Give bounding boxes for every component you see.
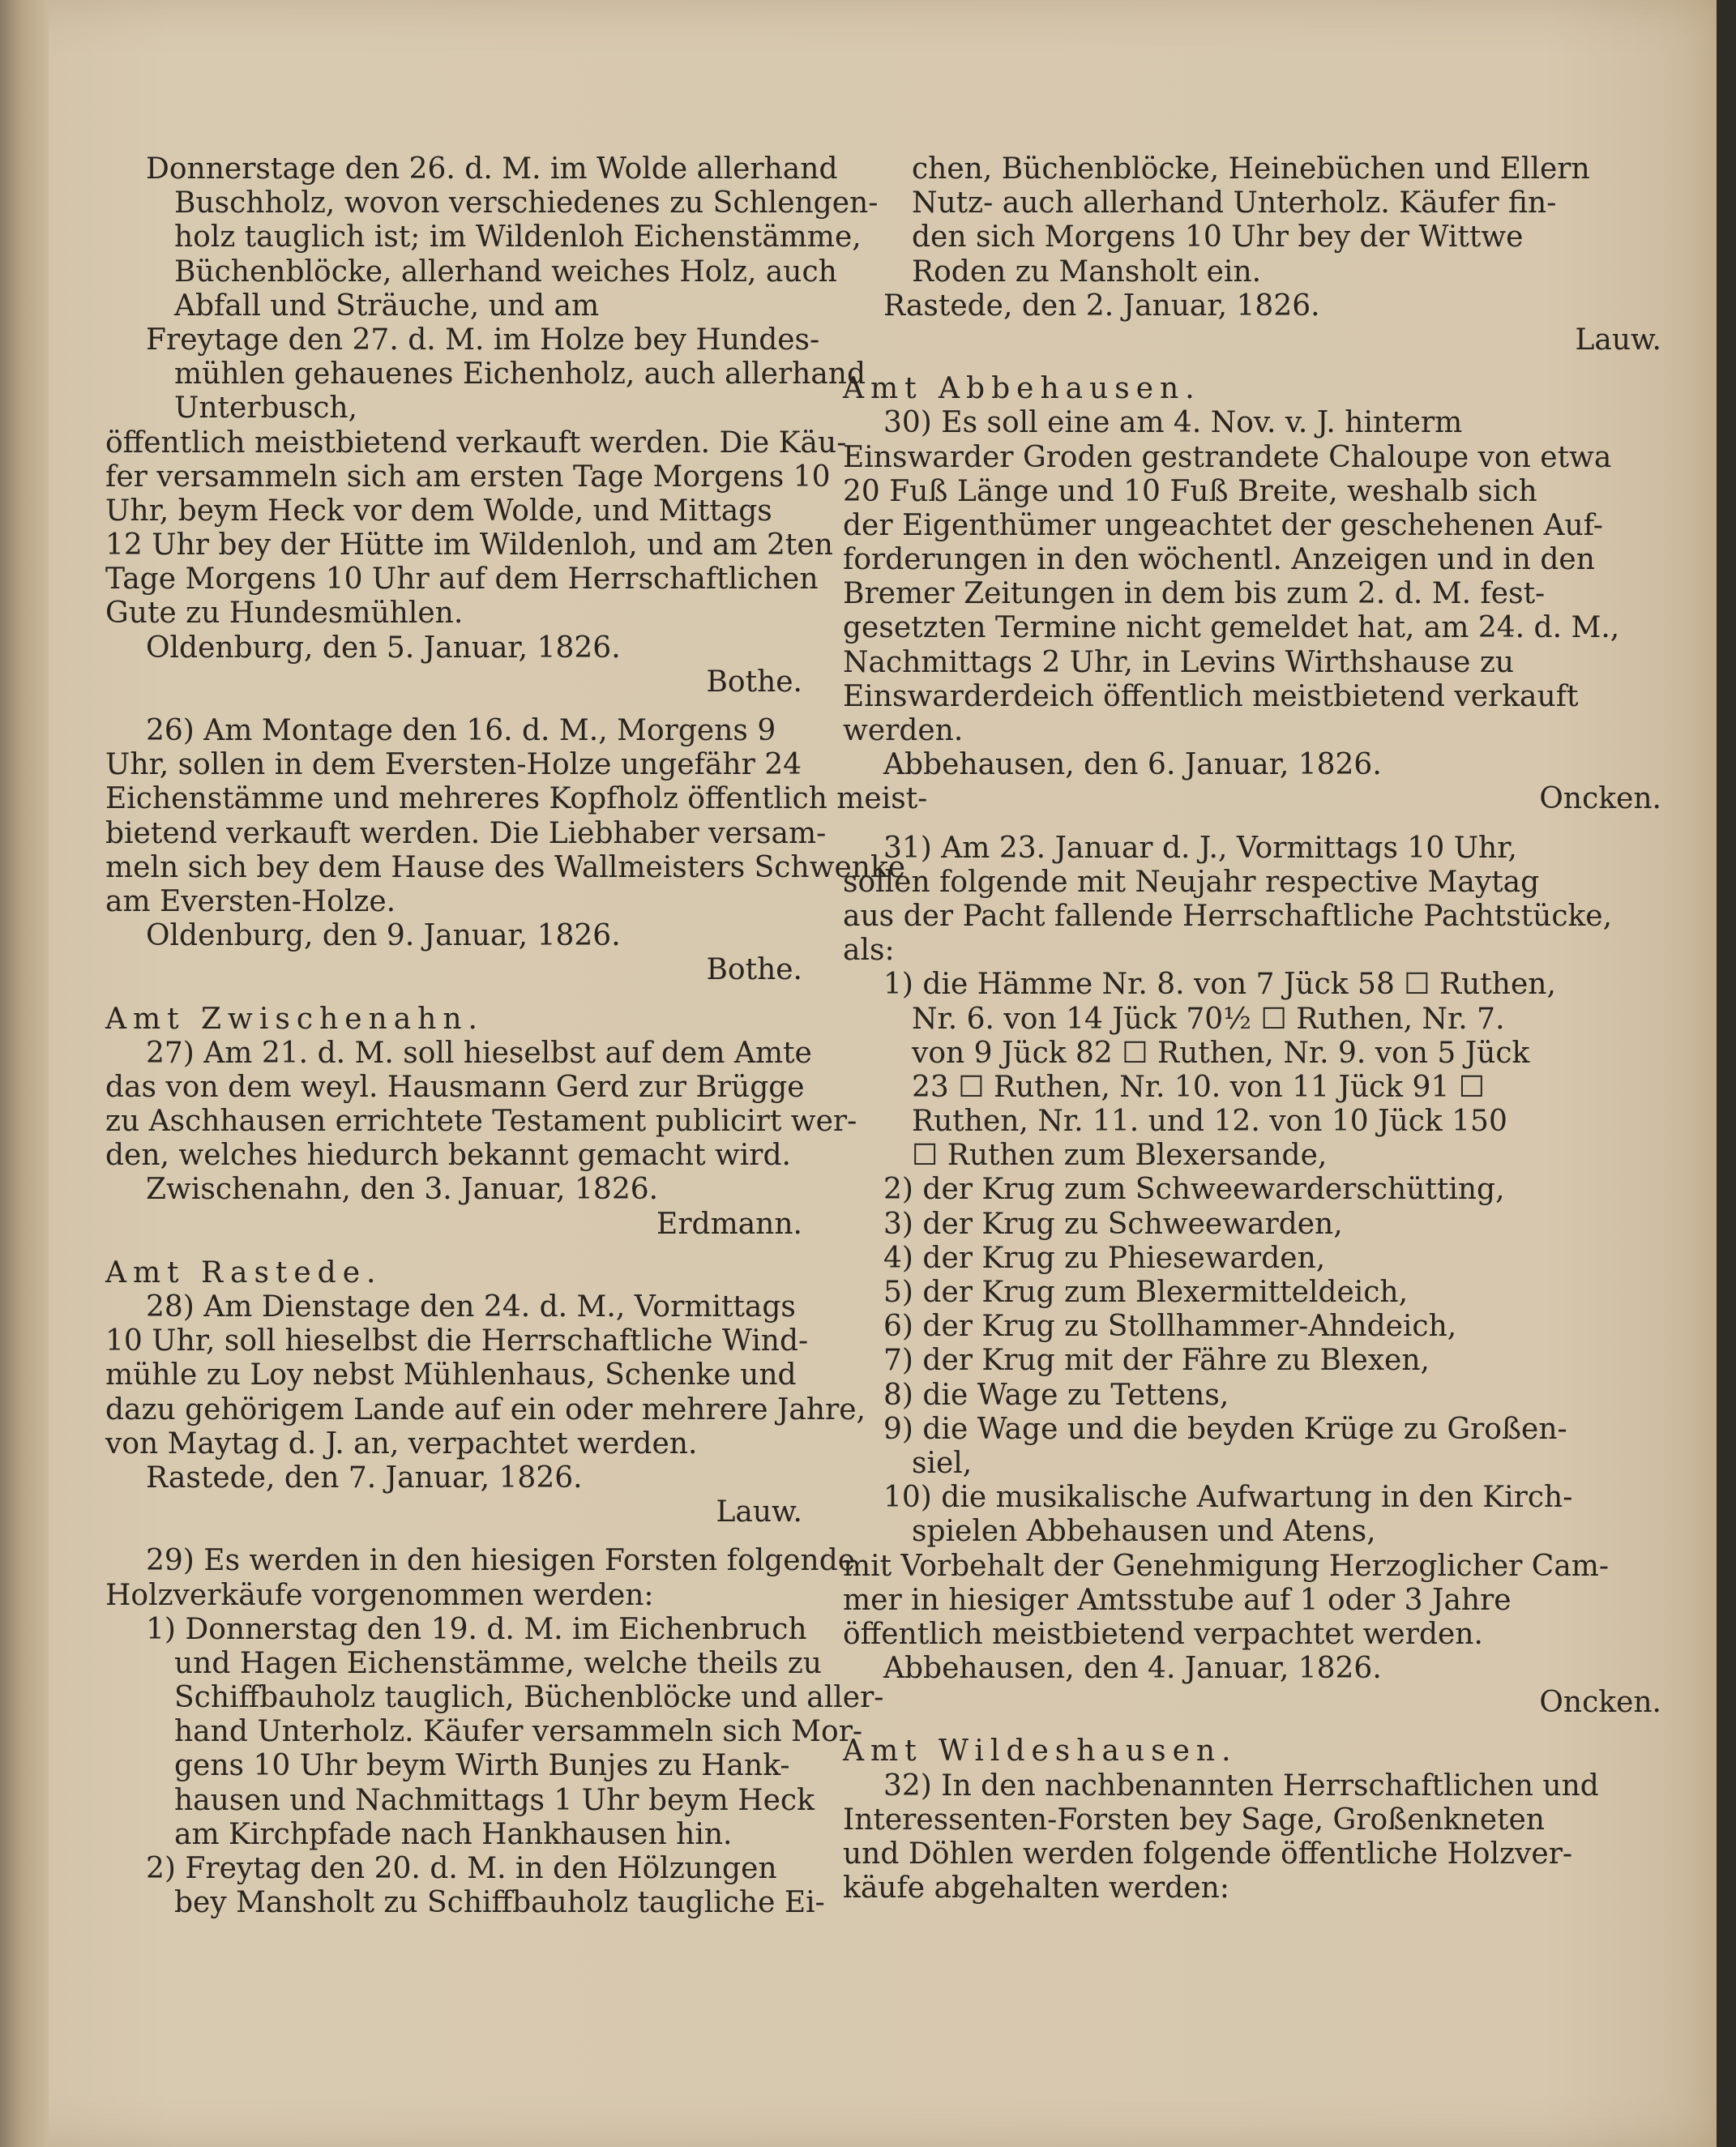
left-column-text-line: 10 Uhr, soll hieselbst die Herrschaftliche Wind-	[105, 1324, 809, 1358]
right-column-text-line: 10) die musikalische Aufwartung in den Kirch-	[883, 1481, 1573, 1515]
left-column-text-line: Tage Morgens 10 Uhr auf dem Herrschaftlichen	[105, 562, 819, 597]
left-column-text-line: Gute zu Hundesmühlen.	[105, 597, 464, 631]
left-column-text-line: am Kirchpfade nach Hankhausen hin.	[174, 1817, 733, 1851]
right-column-text-line: gesetzten Termine nicht gemeldet hat, am 24. d. M.,	[843, 611, 1620, 645]
right-column-text-line: käufe abgehalten werden:	[843, 1871, 1229, 1905]
right-column-text-line: aus der Pacht fallende Herrschaftliche Pachtstücke,	[843, 899, 1613, 933]
right-column-text-line: Nr. 6. von 14 Jück 70½ ☐ Ruthen, Nr. 7.	[912, 1002, 1505, 1036]
left-column-text-line: Donnerstage den 26. d. M. im Wolde allerhand	[146, 152, 838, 186]
right-column-text-line: Roden zu Mansholt ein.	[912, 254, 1262, 289]
right-column-text-line: Einswarderdeich öffentlich meistbietend verkauft	[843, 679, 1579, 713]
left-column-text-line: öffentlich meistbietend verkauft werden. Die Käu-	[105, 426, 847, 460]
right-column-text-line: mit Vorbehalt der Genehmigung Herzoglicher Cam-	[843, 1549, 1610, 1583]
left-column-text-line: Oldenburg, den 9. Januar, 1826.	[146, 919, 621, 953]
right-column-text-line: Ruthen, Nr. 11. und 12. von 10 Jück 150	[912, 1105, 1507, 1139]
right-column-text-line: 4) der Krug zu Phiesewarden,	[883, 1241, 1326, 1275]
left-column-text-line: bey Mansholt zu Schiffbauholz taugliche Ei-	[174, 1886, 825, 1920]
right-column-text-line: Nachmittags 2 Uhr, in Levins Wirthshause zu	[843, 645, 1515, 679]
left-column-text-line: Holzverkäufe vorgenommen werden:	[105, 1578, 654, 1612]
left-column-text-line: 1) Donnerstag den 19. d. M. im Eichenbruch	[146, 1612, 807, 1646]
right-column-text-line: Interessenten-Forsten bey Sage, Großenkneten	[843, 1803, 1545, 1837]
left-column-text-line: 27) Am 21. d. M. soll hieselbst auf dem Amte	[146, 1036, 812, 1070]
left-column-text-line: von Maytag d. J. an, verpachtet werden.	[105, 1426, 698, 1461]
left-column-text-line: Lauw.	[716, 1495, 802, 1529]
left-column-text-line: gens 10 Uhr beym Wirth Bunjes zu Hank-	[174, 1749, 790, 1783]
right-column-text-line: Einswarder Groden gestrandete Chaloupe von etwa	[843, 440, 1612, 474]
right-column-text-line: 20 Fuß Länge und 10 Fuß Breite, weshalb sich	[843, 474, 1537, 508]
right-column-text-line: 7) der Krug mit der Fähre zu Blexen,	[883, 1344, 1430, 1378]
left-column-text-line	[105, 988, 827, 1003]
right-column-text-line: sollen folgende mit Neujahr respective Maytag	[843, 865, 1540, 899]
right-column-text-line: der Eigenthümer ungeachtet der geschehenen Auf-	[843, 508, 1603, 542]
right-column-text-line: siel,	[912, 1446, 973, 1480]
left-column-text-line: am Eversten-Holze.	[105, 884, 396, 918]
left-column-text-line: mühle zu Loy nebst Mühlenhaus, Schenke und	[105, 1358, 797, 1392]
right-column-text-line: chen, Büchenblöcke, Heinebüchen und Ellern	[912, 152, 1590, 186]
left-column-text-line: dazu gehörigem Lande auf ein oder mehrere Jahre,	[105, 1392, 866, 1426]
left-column-text-line: Zwischenahn, den 3. Januar, 1826.	[146, 1173, 659, 1207]
left-column-text-line: den, welches hiedurch bekannt gemacht wird.	[105, 1139, 791, 1173]
left-column-text-line: 26) Am Montage den 16. d. M., Morgens 9	[146, 714, 776, 747]
right-column-text-line: von 9 Jück 82 ☐ Ruthen, Nr. 9. von 5 Jück	[912, 1036, 1530, 1070]
right-column-text-line: forderungen in den wöchentl. Anzeigen und in den	[843, 543, 1595, 577]
left-column-text-line: das von dem weyl. Hausmann Gerd zur Brügge	[105, 1070, 805, 1104]
left-column-text-line: meln sich bey dem Hause des Wallmeisters Schwenke	[105, 850, 906, 884]
right-column-text-line: Oncken.	[1539, 1686, 1661, 1720]
right-column-text-line: 31) Am 23. Januar d. J., Vormittags 10 Uhr,	[883, 831, 1517, 865]
right-column-text-line	[843, 817, 1686, 832]
right-column-text-line: 23 ☐ Ruthen, Nr. 10. von 11 Jück 91 ☐	[912, 1070, 1486, 1104]
right-column-text-line: 2) der Krug zum Schweewarderschütting,	[883, 1173, 1505, 1207]
right-column-text-line	[843, 1720, 1686, 1734]
right-column-text-line	[843, 357, 1686, 372]
right-column-text-line: öffentlich meistbietend verpachtet werden.	[843, 1617, 1483, 1651]
right-column-text-line: 5) der Krug zum Blexermitteldeich,	[883, 1276, 1409, 1309]
left-column-text-line: mühlen gehauenes Eichenholz, auch allerhand	[174, 357, 866, 391]
left-column-text-line: und Hagen Eichenstämme, welche theils zu	[174, 1646, 822, 1680]
left-column-text-line: Bothe.	[706, 953, 802, 987]
left-column-text-line: 29) Es werden in den hiesigen Forsten folgende	[146, 1544, 856, 1578]
right-column-text-line: Oncken.	[1539, 782, 1661, 816]
left-column-text-line: 12 Uhr bey der Hütte im Wildenloh, und am 2ten	[105, 528, 833, 562]
left-column-text-line: Schiffbauholz tauglich, Büchenblöcke und aller-	[174, 1681, 884, 1715]
right-column-text-line: spielen Abbehausen und Atens,	[912, 1515, 1376, 1549]
left-column-text-line: Freytage den 27. d. M. im Holze bey Hundes-	[146, 323, 820, 357]
right-column-text-line: Amt Abbehausen.	[843, 372, 1201, 406]
left-column-text-line: Oldenburg, den 5. Januar, 1826.	[146, 631, 621, 665]
left-column-text-line: Erdmann.	[656, 1207, 802, 1241]
left-column-text-line: holz tauglich ist; im Wildenloh Eichenstämme,	[174, 220, 862, 254]
right-column-text-line: und Döhlen werden folgende öffentliche Holzver-	[843, 1837, 1573, 1871]
right-column-text-line: 1) die Hämme Nr. 8. von 7 Jück 58 ☐ Ruthen,	[883, 968, 1556, 1002]
left-column-text-line: Uhr, beym Heck vor dem Wolde, und Mittags	[105, 494, 772, 528]
right-column-text-line: 32) In den nachbenannten Herrschaftlichen und	[883, 1768, 1599, 1803]
right-column-text-line: Nutz- auch allerhand Unterholz. Käufer fin-	[912, 186, 1557, 220]
right-column-text-line: werden.	[843, 714, 964, 747]
left-column-text-line	[105, 699, 827, 714]
left-column-text-line	[105, 1529, 827, 1544]
right-column-text-line: Amt Wildeshausen.	[843, 1734, 1238, 1768]
left-column-text-line: Amt Rastede.	[105, 1255, 383, 1289]
right-column-text-line: 8) die Wage zu Tettens,	[883, 1378, 1229, 1412]
binding-gutter	[0, 0, 49, 2147]
right-column-text-line: mer in hiesiger Amtsstube auf 1 oder 3 Jahre	[843, 1583, 1512, 1617]
right-column-text-line: Lauw.	[1575, 323, 1661, 357]
left-column-text-line: Eichenstämme und mehreres Kopfholz öffentlich meist-	[105, 782, 928, 816]
right-column-text-line: als:	[843, 934, 895, 968]
left-column-text-line: hausen und Nachmittags 1 Uhr beym Heck	[174, 1783, 815, 1817]
left-column-text-line: 28) Am Dienstage den 24. d. M., Vormittags	[146, 1290, 796, 1324]
right-column-text-line: Rastede, den 2. Januar, 1826.	[883, 289, 1320, 323]
left-column-text-line: Bothe.	[706, 665, 802, 699]
left-column-text-line: Abfall und Sträuche, und am	[174, 289, 600, 323]
right-column-text-line: 30) Es soll eine am 4. Nov. v. J. hinterm	[883, 406, 1463, 440]
right-column-text-line: den sich Morgens 10 Uhr bey der Wittwe	[912, 220, 1524, 254]
left-column-text-line: hand Unterholz. Käufer versammeln sich Mor-	[174, 1715, 863, 1749]
left-column-text-line: Büchenblöcke, allerhand weiches Holz, auch	[174, 254, 837, 289]
right-column-text-line: Abbehausen, den 6. Januar, 1826.	[883, 748, 1382, 782]
left-column-text-line: 2) Freytag den 20. d. M. in den Hölzungen	[146, 1852, 777, 1885]
left-column-text-line: Uhr, sollen in dem Eversten-Holze ungefähr 24	[105, 748, 802, 782]
right-column-text-line: Abbehausen, den 4. Januar, 1826.	[883, 1652, 1382, 1686]
right-column-text-line: ☐ Ruthen zum Blexersande,	[912, 1139, 1328, 1173]
left-column-text-line: fer versammeln sich am ersten Tage Morgens 10	[105, 460, 831, 494]
left-column-text-line: Rastede, den 7. Januar, 1826.	[146, 1461, 583, 1495]
right-column-text-line: 6) der Krug zu Stollhammer-Ahndeich,	[883, 1310, 1457, 1344]
left-column-text-line: Amt Zwischenahn.	[105, 1002, 484, 1036]
left-column-text-line: bietend verkauft werden. Die Liebhaber versam-	[105, 816, 827, 850]
right-column-text-line: 9) die Wage und die beyden Krüge zu Großen-	[883, 1412, 1567, 1446]
left-column-text-line	[105, 1242, 827, 1256]
left-column-text-line: Unterbusch,	[174, 391, 358, 426]
left-column-text-line: Buschholz, wovon verschiedenes zu Schlengen-	[174, 186, 879, 220]
right-column-text-line: 3) der Krug zu Schweewarden,	[883, 1207, 1343, 1241]
left-column-text-line: zu Aschhausen errichtete Testament publicirt wer-	[105, 1105, 857, 1139]
right-column-text-line: Bremer Zeitungen in dem bis zum 2. d. M. fest-	[843, 577, 1546, 611]
right-column	[843, 152, 1686, 1905]
